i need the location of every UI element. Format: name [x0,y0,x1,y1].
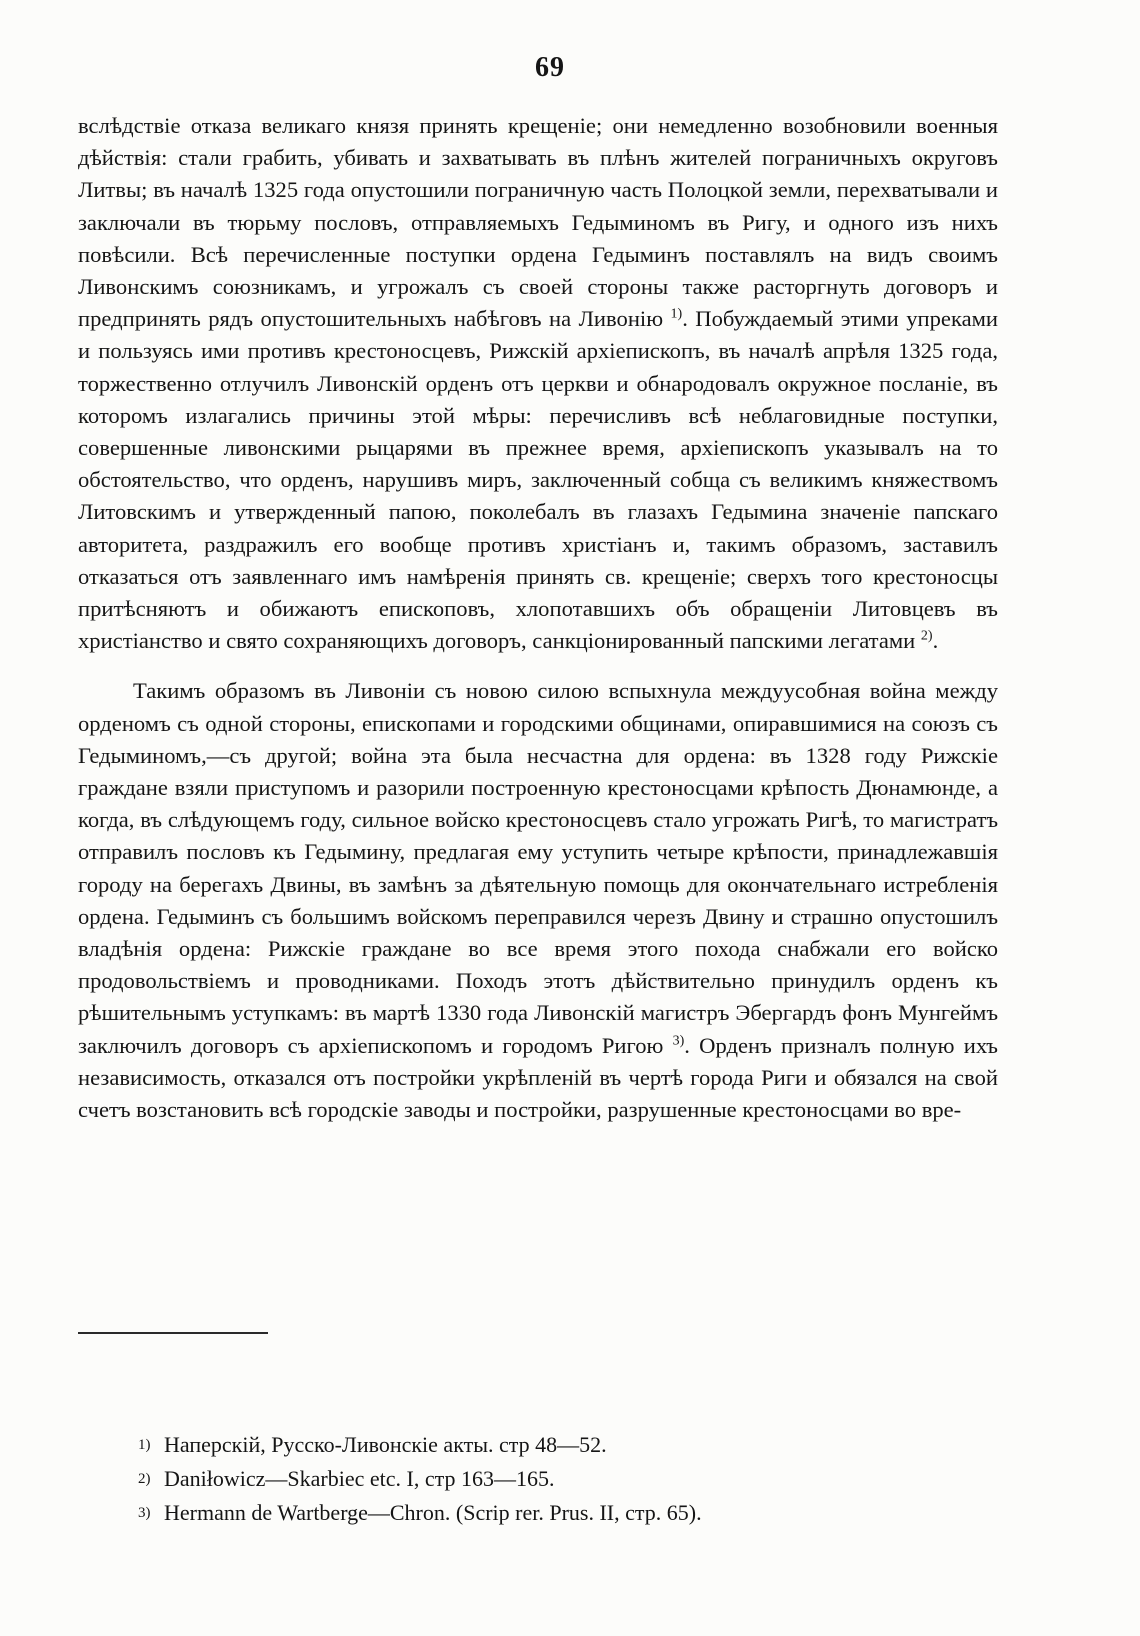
paragraph-1-tail: . Побуждаемый этими упреками и пользуясь ими противъ крестоносцевъ, Рижскій архіепископъ, въ началѣ апрѣля 1325 года, торжественно отлучилъ Ливонскій орденъ отъ церкви и обнародовалъ окружное посланіе, въ которомъ излагались причины этой мѣры: перечисливъ всѣ неблаговидные поступки, совершенные ливонскими рыцарями въ прежнее время, архіепископъ указывалъ на то обстоятельство, что орденъ, нарушивъ миръ, заключенный собща съ великимъ княжествомъ Литовскимъ и утвержденный папою, поколебалъ въ глазахъ Гедымина значеніе папскаго авторитета, раздражилъ его вообще противъ христіанъ и, такимъ образомъ, заставилъ отказаться отъ заявленнаго имъ намѣренія принять св. крещеніе; сверхъ того крестоносцы притѣсняютъ и обижаютъ епископовъ, хлопотавшихъ объ обращеніи Литовцевъ въ христіанство и свято сохраняющихъ договоръ, санкціонированный папскими легатами [78,306,998,654]
footnote-separator [78,1332,268,1334]
footnote-2-number: 2) [138,1471,151,1487]
paragraph-1 [78,110,998,657]
footnote-3 [138,1496,998,1530]
footnote-1-number: 1) [138,1437,151,1453]
footnote-1 [138,1428,998,1462]
paragraph-2 [78,675,998,1126]
footnote-3-number: 3) [138,1505,151,1521]
footnote-ref-1[interactable]: 1) [670,306,683,322]
footnote-ref-3[interactable]: 3) [672,1033,685,1049]
footnote-3-text: Hermann de Wartberge—Chron. (Scrip rer. Prus. II, стр. 65). [164,1500,702,1525]
paragraph-1-text: вслѣдствіе отказа великаго князя принять крещеніе; они немедленно возобновили военныя дѣйствія: стали грабить, убивать и захватывать въ плѣнъ жителей пограничныхъ округовъ Литвы; въ началѣ 1325 года опустошили пограничную часть Полоцкой земли, перехватывали и заключали въ тюрьму пословъ, отправляемыхъ Гедыминомъ въ Ригу, и одного изъ нихъ повѣсили. Всѣ перечисленные поступки ордена Гедыминъ поставлялъ на видъ своимъ Ливонскимъ союзникамъ, и угрожалъ съ своей стороны также расторгнуть договоръ и предпринять рядъ опустошительныхъ набѣговъ на Ливонію [78,113,998,332]
body-text [78,110,998,1126]
footnote-1-text: Наперскій, Русско-Ливонскіе акты. стр 48—52. [164,1432,607,1457]
footnote-ref-2[interactable]: 2) [920,628,933,644]
footnote-2 [138,1462,998,1496]
footnotes [138,1428,998,1530]
paragraph-1-tail2: . [932,628,939,654]
footnote-2-text: Daniłowicz—Skarbiec etc. I, стр 163—165. [164,1466,555,1491]
paragraph-2-tail: . Орденъ призналъ полную ихъ независимость, отказался отъ постройки укрѣпленій въ чертѣ города Риги и обязался на свой счетъ возстановить всѣ городскіе заводы и постройки, разрушенные крестоносцами во вре- [78,1032,998,1123]
paragraph-2-text: Такимъ образомъ въ Ливоніи съ новою силою вспыхнула междуусобная война между орденомъ съ одной стороны, епископами и городскими общинами, опиравшимися на союзъ съ Гедыминомъ,—съ другой; война эта была несчастна для ордена: въ 1328 году Рижскіе граждане взяли приступомъ и разорили построенную крестоносцами крѣпость Дюнамюнде, а когда, въ слѣдующемъ году, сильное войско крестоносцевъ стало угрожать Ригѣ, то магистратъ отправилъ пословъ къ Гедымину, предлагая ему уступить четыре крѣпости, принадлежавшія городу на берегахъ Двины, въ замѣнъ за дѣятельную помощь для окончательнаго истребленія ордена. Гедыминъ съ большимъ войскомъ переправился черезъ Двину и страшно опустошилъ владѣнія ордена: Рижскіе граждане во все время этого похода снабжали его войско продовольствіемъ и проводниками. Походъ этотъ дѣйствительно принудилъ орденъ къ рѣшительнымъ уступкамъ: въ мартѣ 1330 года Ливонскій магистръ Эбергардъ фонъ Мунгеймъ заключилъ договоръ съ архіепископомъ и городомъ Ригою [78,678,998,1058]
page-number: 69 [535,52,565,83]
